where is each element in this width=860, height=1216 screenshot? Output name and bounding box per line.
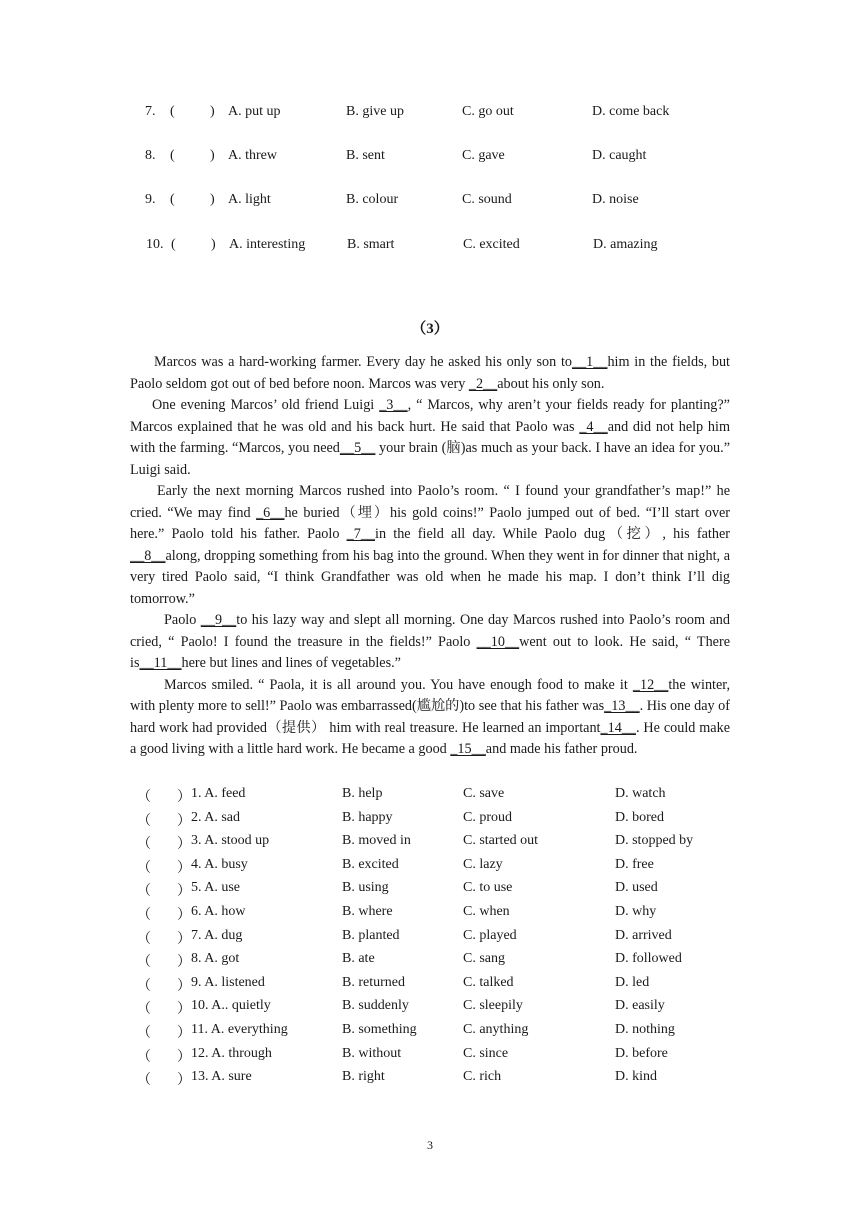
option-b: B. without [342, 1045, 402, 1061]
blank-15: _15__ [450, 741, 486, 757]
option-row [0, 1022, 860, 1046]
blank-11: __11__ [139, 655, 182, 671]
option-d: D. easily [615, 998, 665, 1014]
option-b: B. where [342, 903, 393, 919]
option-a: 5. A. use [191, 880, 240, 896]
passage-paragraph-5: Marcos smiled. “ Paola, it is all around you. You have enough food to make it _12__the winter, with plenty more to sell!” Paolo was embarrassed(尴尬的)to see that his father was_13__. His one day of hard work had provided（提供） him with real treasure. He learned an important_14__. He could make a good living with a little hard work. He became a good _15__and made his father proud. [130, 676, 730, 757]
option-a: 6. A. how [191, 903, 246, 919]
option-c: C. started out [463, 833, 539, 849]
option-b: B. excited [342, 856, 399, 872]
option-b: B. help [342, 786, 383, 801]
answer-paren-close: ) [210, 192, 215, 207]
option-d: D. noise [592, 192, 639, 207]
answer-paren-open: ( [170, 148, 175, 163]
option-b: B. colour [346, 192, 399, 207]
passage-paragraph-4: Paolo __9__to his lazy way and slept all morning. One day Marcos rushed into Paolo’s room and cried, “ Paolo! I found the treasure in the fields!” Paolo __10__went out to look. He said, “ There is__11__here but lines and lines of vegetables.” [130, 612, 730, 671]
option-c: C. gave [462, 148, 505, 163]
option-a: 1. A. feed [191, 786, 246, 801]
blank-2: _2__ [468, 375, 498, 392]
section-heading: （3） [411, 321, 449, 337]
answer-paren-open: （ [137, 978, 151, 994]
option-a: 8. A. got [191, 951, 240, 967]
option-a: 12. A. through [191, 1045, 272, 1061]
option-c: C. when [463, 903, 510, 919]
answer-paren-close: ) [210, 148, 215, 163]
option-b: B. right [342, 1069, 385, 1085]
question-row [1, 237, 860, 257]
option-d: D. arrived [615, 927, 672, 943]
option-c: C. rich [463, 1069, 502, 1085]
option-d: D. come back [592, 104, 670, 119]
blank-8: __8__ [130, 547, 166, 564]
option-d: D. amazing [593, 237, 658, 252]
option-c: C. since [463, 1045, 509, 1061]
option-c: C. lazy [463, 856, 503, 872]
option-b: B. ate [342, 951, 375, 967]
option-a: 4. A. busy [191, 856, 248, 872]
answer-paren-open: ( [170, 192, 175, 207]
blank-13: _13__ [604, 698, 640, 714]
question-number: 8. [145, 148, 156, 163]
answer-paren-open: （ [137, 813, 151, 829]
answer-paren-close: ） [177, 790, 191, 805]
answer-paren-close: ) [211, 237, 216, 252]
option-d: D. kind [615, 1069, 657, 1085]
option-c: C. sound [462, 192, 512, 207]
option-d: D. led [615, 974, 650, 990]
option-c: C. save [463, 786, 505, 801]
option-b: B. using [342, 880, 389, 896]
option-d: D. caught [592, 148, 647, 163]
answer-paren-close: ） [177, 907, 191, 923]
option-a: 10. A.. quietly [191, 998, 271, 1014]
answer-paren-open: （ [137, 884, 151, 900]
option-a: A. threw [228, 148, 277, 163]
answer-paren-close: ） [177, 931, 191, 947]
option-d: D. watch [615, 786, 666, 801]
answer-paren-open: （ [137, 837, 151, 853]
option-d: D. why [615, 903, 657, 919]
option-b: B. returned [342, 974, 405, 990]
option-b: B. suddenly [342, 998, 409, 1014]
blank-3: _3__ [379, 397, 408, 413]
blank-5: __5__ [339, 440, 376, 456]
option-b: B. planted [342, 927, 400, 943]
blank-4: _4__ [579, 418, 608, 435]
option-d: D. free [615, 856, 654, 872]
option-d: D. stopped by [615, 833, 694, 849]
option-row [0, 880, 860, 904]
answer-paren-open: （ [137, 1025, 151, 1041]
option-row [0, 1069, 860, 1093]
option-c: C. talked [463, 974, 514, 990]
blank-6: _6__ [256, 504, 285, 521]
page-number: 3 [427, 1138, 433, 1152]
answer-paren-close: ) [210, 104, 215, 119]
option-a: 11. A. everything [191, 1021, 288, 1037]
option-c: C. go out [462, 104, 514, 119]
option-a: A. put up [228, 104, 281, 119]
blank-12: _12__ [632, 676, 669, 693]
option-b: B. moved in [342, 833, 411, 849]
question-row [0, 192, 860, 212]
option-a: 2. A. sad [191, 809, 240, 825]
answer-paren-open: （ [137, 907, 151, 923]
option-a: A. interesting [229, 237, 306, 252]
answer-paren-open: ( [171, 237, 176, 252]
blank-7: _7__ [346, 526, 376, 542]
option-b: B. sent [346, 148, 385, 163]
option-c: C. to use [463, 880, 513, 896]
answer-paren-close: ） [177, 884, 191, 900]
option-b: B. smart [347, 237, 395, 252]
answer-paren-open: （ [137, 1073, 151, 1089]
answer-paren-close: ） [177, 955, 191, 971]
option-a: 3. A. stood up [191, 833, 270, 849]
answer-paren-close: ） [177, 837, 191, 853]
question-row [0, 148, 860, 168]
option-d: D. followed [615, 951, 682, 967]
blank-14: _14__ [600, 719, 636, 736]
blank-9: __9__ [200, 612, 237, 628]
answer-paren-close: ） [177, 813, 191, 829]
answer-paren-close: ） [177, 1002, 191, 1018]
answer-paren-close: ） [177, 978, 191, 994]
answer-paren-open: （ [137, 1049, 151, 1065]
answer-paren-open: （ [137, 790, 151, 805]
option-a: 7. A. dug [191, 927, 243, 943]
question-row [0, 104, 860, 124]
option-d: D. before [615, 1045, 668, 1061]
cloze-passage [130, 352, 730, 761]
passage-paragraph-3: Early the next morning Marcos rushed into Paolo’s room. “ I found your grandfather’s map!” he cried. “We may find _6__he buried（埋）his gold coins!” Paolo jumped out of bed. “I’ll start over here.” Paolo told his father. Paolo _7__in the field all day. While Paolo dug（挖）, his father __8__along, dropping something from his bag into the ground. When they went in for dinner that night, a very tired Paolo said, “I think Grandfather was old when he made his map. I don’t think I’ll dig tomorrow.” [130, 483, 730, 607]
answer-paren-open: ( [170, 104, 175, 119]
answer-paren-open: （ [137, 955, 151, 971]
option-b: B. give up [346, 104, 404, 119]
answer-paren-close: ） [177, 860, 191, 876]
answer-paren-open: （ [137, 1002, 151, 1018]
answer-paren-open: （ [137, 931, 151, 947]
answer-paren-open: （ [137, 860, 151, 876]
option-c: C. proud [463, 809, 512, 825]
option-c: C. sleepily [463, 998, 523, 1014]
option-c: C. excited [463, 237, 520, 252]
option-d: D. nothing [615, 1021, 675, 1037]
passage-paragraph-2: One evening Marcos’ old friend Luigi _3__, “ Marcos, why aren’t your fields ready for planting?” Marcos explained that he was old and his back hurt. He said that Paolo was _4__and did not help him with the farming. “Marcos, you need__5__ your brain (脑)as much as your back. I have an idea for you.” Luigi said. [130, 397, 730, 478]
option-a: 13. A. sure [191, 1069, 252, 1085]
answer-paren-close: ） [177, 1025, 191, 1041]
option-row [0, 786, 860, 810]
passage-paragraph-1: Marcos was a hard-working farmer. Every day he asked his only son to__1__him in the fields, but Paolo seldom got out of bed before noon. Marcos was very _2__about his only son. [130, 354, 730, 392]
option-b: B. something [342, 1021, 417, 1037]
option-row [0, 928, 860, 952]
option-a: 9. A. listened [191, 974, 265, 990]
answer-paren-close: ） [177, 1073, 191, 1089]
blank-10: __10__ [476, 633, 520, 650]
option-row [0, 998, 860, 1022]
option-c: C. sang [463, 951, 505, 967]
option-a: A. light [228, 192, 271, 207]
option-row [0, 833, 860, 857]
option-row [0, 951, 860, 975]
option-row [0, 1046, 860, 1070]
question-number: 7. [145, 104, 156, 119]
question-number: 10. [146, 237, 164, 252]
option-row [0, 904, 860, 928]
option-c: C. played [463, 927, 517, 943]
option-d: D. used [615, 880, 658, 896]
option-row [0, 857, 860, 881]
option-row [0, 975, 860, 999]
option-list [0, 786, 860, 1093]
blank-1: __1__ [571, 354, 608, 370]
option-b: B. happy [342, 809, 393, 825]
question-number: 9. [145, 192, 156, 207]
answer-paren-close: ） [177, 1049, 191, 1065]
option-d: D. bored [615, 809, 664, 825]
option-row [0, 810, 860, 834]
option-c: C. anything [463, 1021, 529, 1037]
